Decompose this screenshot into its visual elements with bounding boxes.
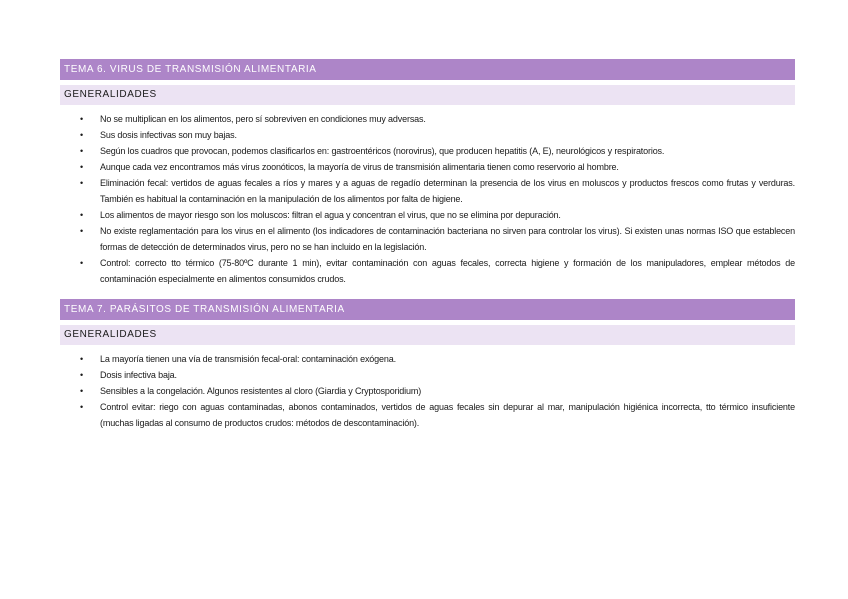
bullet-icon: • xyxy=(80,178,84,188)
section-title: TEMA 7. PARÁSITOS DE TRANSMISIÓN ALIMENTARIA xyxy=(60,299,795,320)
list-item xyxy=(60,159,795,175)
list-item xyxy=(60,223,795,255)
list-item-text: Control evitar: riego con aguas contaminadas, abonos contaminados, vertidos de aguas fecales sin depurar al mar, manipulación higiénica incorrecta, tto térmico insuficiente (muchas ligadas al consumo de productos crudos: métodos de descontaminación). xyxy=(100,402,795,428)
list-item xyxy=(60,175,795,207)
section-title: TEMA 6. VIRUS DE TRANSMISIÓN ALIMENTARIA xyxy=(60,59,795,80)
list-item-text: No existe reglamentación para los virus en el alimento (los indicadores de contaminación bacteriana no sirven para controlar los virus). Si existen unas normas ISO que establecen formas de detección de determinados virus, pero no se han incluido en la legislación. xyxy=(100,226,795,252)
list-item-text: Según los cuadros que provocan, podemos clasificarlos en: gastroentéricos (norovirus), que producen hepatitis (A, E), neurológicos y respiratorios. xyxy=(100,146,665,156)
section-tema-6 xyxy=(60,59,795,287)
section-tema-7 xyxy=(60,299,795,431)
bullet-icon: • xyxy=(80,146,84,156)
list-item xyxy=(60,207,795,223)
bullet-icon: • xyxy=(80,130,84,140)
section-subtitle: GENERALIDADES xyxy=(60,85,795,105)
list-item-text: Sensibles a la congelación. Algunos resistentes al cloro (Giardia y Cryptosporidium) xyxy=(100,386,422,396)
bullet-icon: • xyxy=(80,114,84,124)
list-item xyxy=(60,351,795,367)
list-item xyxy=(60,383,795,399)
list-item-text: No se multiplican en los alimentos, pero sí sobreviven en condiciones muy adversas. xyxy=(100,114,426,124)
list-item xyxy=(60,367,795,383)
bullet-icon: • xyxy=(80,370,84,380)
list-item xyxy=(60,255,795,287)
list-item-text: Eliminación fecal: vertidos de aguas fecales a ríos y mares y a aguas de regadío determinan la presencia de los virus en moluscos y productos frescos como frutas y verduras. También es habitual la contaminación en la manipulación de los alimentos por falta de higiene. xyxy=(100,178,795,204)
bullet-list xyxy=(60,111,795,287)
bullet-list xyxy=(60,351,795,431)
list-item xyxy=(60,127,795,143)
list-item-text: Control: correcto tto térmico (75-80ºC durante 1 min), evitar contaminación con aguas fecales, correcta higiene y formación de los manipuladores, emplear métodos de contaminación especialmente en alimentos consumidos crudos. xyxy=(100,258,795,284)
list-item-text: Los alimentos de mayor riesgo son los moluscos: filtran el agua y concentran el virus, que no se elimina por depuración. xyxy=(100,210,561,220)
bullet-icon: • xyxy=(80,386,84,396)
section-subtitle: GENERALIDADES xyxy=(60,325,795,345)
list-item xyxy=(60,143,795,159)
list-item-text: Sus dosis infectivas son muy bajas. xyxy=(100,130,237,140)
list-item xyxy=(60,111,795,127)
bullet-icon: • xyxy=(80,402,84,412)
bullet-icon: • xyxy=(80,226,84,236)
list-item-text: Aunque cada vez encontramos más virus zoonóticos, la mayoría de virus de transmisión alimentaria tienen como reservorio al hombre. xyxy=(100,162,619,172)
list-item-text: La mayoría tienen una vía de transmisión fecal-oral: contaminación exógena. xyxy=(100,354,396,364)
bullet-icon: • xyxy=(80,210,84,220)
list-item-text: Dosis infectiva baja. xyxy=(100,370,177,380)
bullet-icon: • xyxy=(80,258,84,268)
list-item xyxy=(60,399,795,431)
bullet-icon: • xyxy=(80,162,84,172)
bullet-icon: • xyxy=(80,354,84,364)
